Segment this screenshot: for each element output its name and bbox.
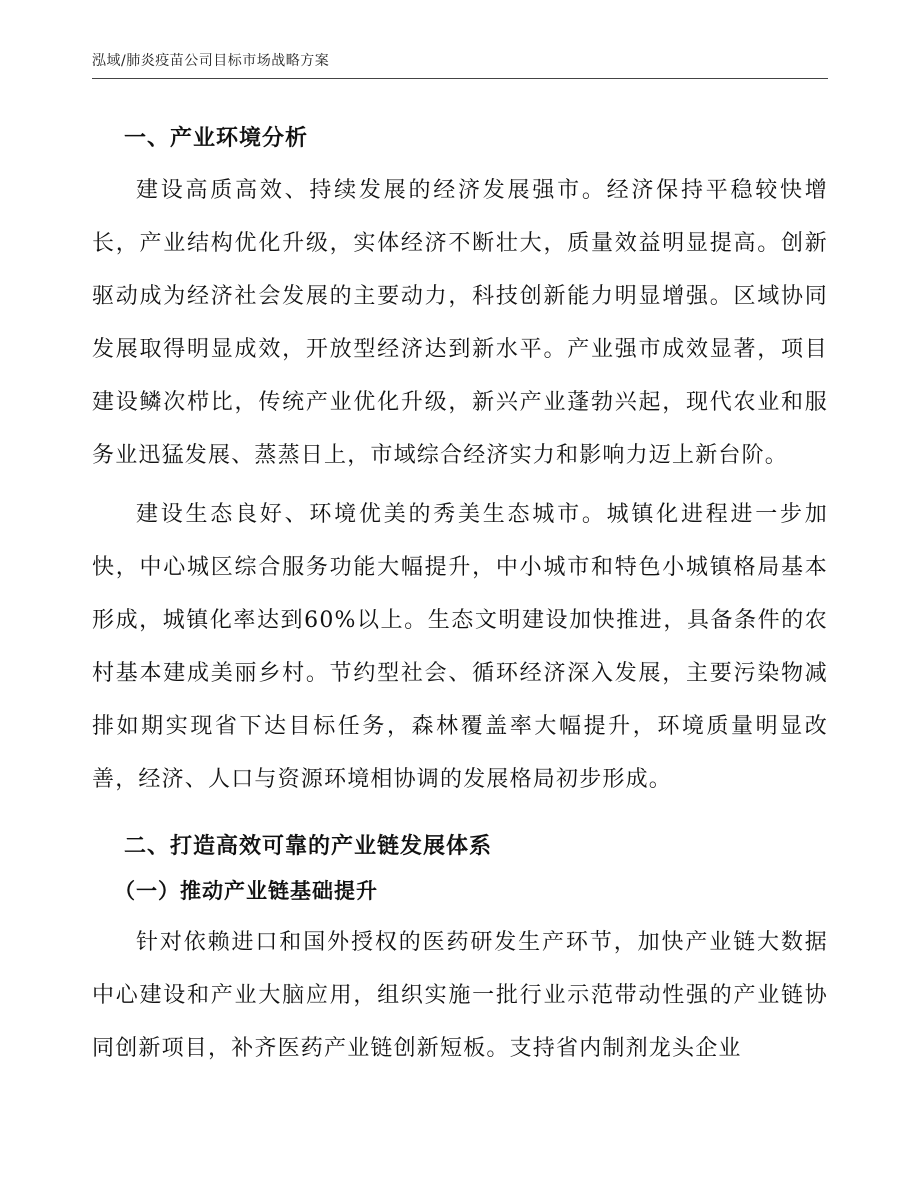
document-body: [92, 118, 828, 1075]
running-header: 泓域/肺炎疫苗公司目标市场战略方案: [92, 53, 330, 69]
subsection-heading-chain-foundation: （一）推动产业链基础提升: [114, 878, 378, 903]
header-divider: [92, 78, 828, 79]
paragraph: 针对依赖进口和国外授权的医药研发生产环节，加快产业链大数据中心建设和产业大脑应用，组织实施一批行业示范带动性强的产业链协同创新项目，补齐医药产业链创新短板。支持省内制剂龙头企业: [92, 930, 828, 1061]
paragraph: 建设高质高效、持续发展的经济发展强市。经济保持平稳较快增长，产业结构优化升级，实体经济不断壮大，质量效益明显提高。创新驱动成为经济社会发展的主要动力，科技创新能力明显增强。区域协同发展取得明显成效，开放型经济达到新水平。产业强市成效显著，项目建设鳞次栉比，传统产业优化升级，新兴产业蓬勃兴起，现代农业和服务业迅猛发展、蒸蒸日上，市域综合经济实力和影响力迈上新台阶。: [92, 178, 828, 468]
paragraph: 建设生态良好、环境优美的秀美生态城市。城镇化进程进一步加快，中心城区综合服务功能大幅提升，中小城市和特色小城镇格局基本形成，城镇化率达到60%以上。生态文明建设加快推进，具备条件的农村基本建成美丽乡村。节约型社会、循环经济深入发展，主要污染物减排如期实现省下达目标任务，森林覆盖率大幅提升，环境质量明显改善，经济、人口与资源环境相协调的发展格局初步形成。: [92, 502, 828, 792]
section-heading-industry-chain: 二、打造高效可靠的产业链发展体系: [124, 833, 493, 859]
section-heading-industry-environment: 一、产业环境分析: [124, 125, 309, 151]
